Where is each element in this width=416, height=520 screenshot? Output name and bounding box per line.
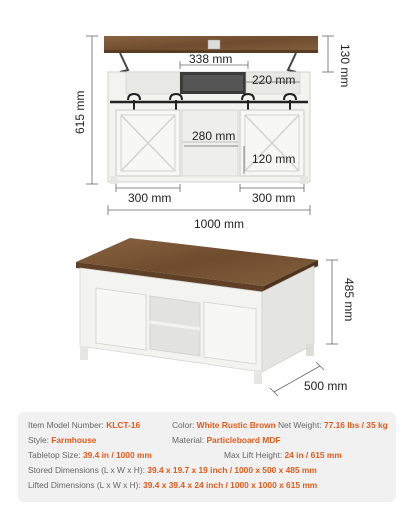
dim-top-depth: 338 mm	[189, 52, 233, 66]
lift-arm-right	[288, 53, 296, 72]
dim-shelf-height: 120 mm	[252, 152, 296, 166]
weight-label: Net Weight:	[278, 420, 322, 430]
dim-lift-height: 130 mm	[338, 44, 352, 88]
lifted-value: 39.4 x 39.4 x 24 inch / 1000 x 1000 x 615 mm	[143, 480, 318, 490]
style-value: Farmhouse	[51, 435, 97, 445]
tabletop-latch	[208, 40, 220, 49]
lift-arm-left	[120, 53, 128, 72]
dim-stored-height: 485 mm	[342, 278, 356, 322]
stored-value: 39.4 x 19.7 x 19 inch / 1000 x 500 x 485 mm	[147, 465, 317, 475]
dim-depth: 500 mm	[304, 379, 348, 393]
stored-table-perspective	[76, 238, 318, 384]
lift-value: 24 in / 615 mm	[284, 450, 342, 460]
dim-door-right: 300 mm	[252, 191, 296, 205]
dim-inner-width: 220 mm	[252, 73, 296, 87]
spec-row-5	[28, 480, 317, 490]
dim-total-height: 615 mm	[73, 90, 87, 134]
style-label: Style:	[28, 435, 49, 445]
lifted-label: Lifted Dimensions (L x W x H):	[28, 480, 141, 490]
dim-door-left: 300 mm	[128, 191, 172, 205]
tabletop-label: Tabletop Size:	[28, 450, 81, 460]
color-value: White Rustic Brown	[196, 420, 276, 430]
dim-total-length: 1000 mm	[194, 217, 245, 231]
lift-label: Max Lift Height:	[224, 450, 283, 460]
material-label: Material:	[172, 435, 205, 445]
spec-row-4	[28, 465, 317, 475]
stored-label: Stored Dimensions (L x W x H):	[28, 465, 145, 475]
model-value: KLCT-16	[106, 420, 141, 430]
spec-panel	[18, 412, 396, 502]
material-value: Particleboard MDF	[206, 435, 281, 445]
model-label: Item Model Number:	[28, 420, 104, 430]
weight-value: 77.16 lbs / 35 kg	[323, 420, 388, 430]
dim-shelf-width: 280 mm	[192, 129, 236, 143]
tabletop-value: 39.4 in / 1000 mm	[82, 450, 152, 460]
color-label: Color:	[172, 420, 195, 430]
